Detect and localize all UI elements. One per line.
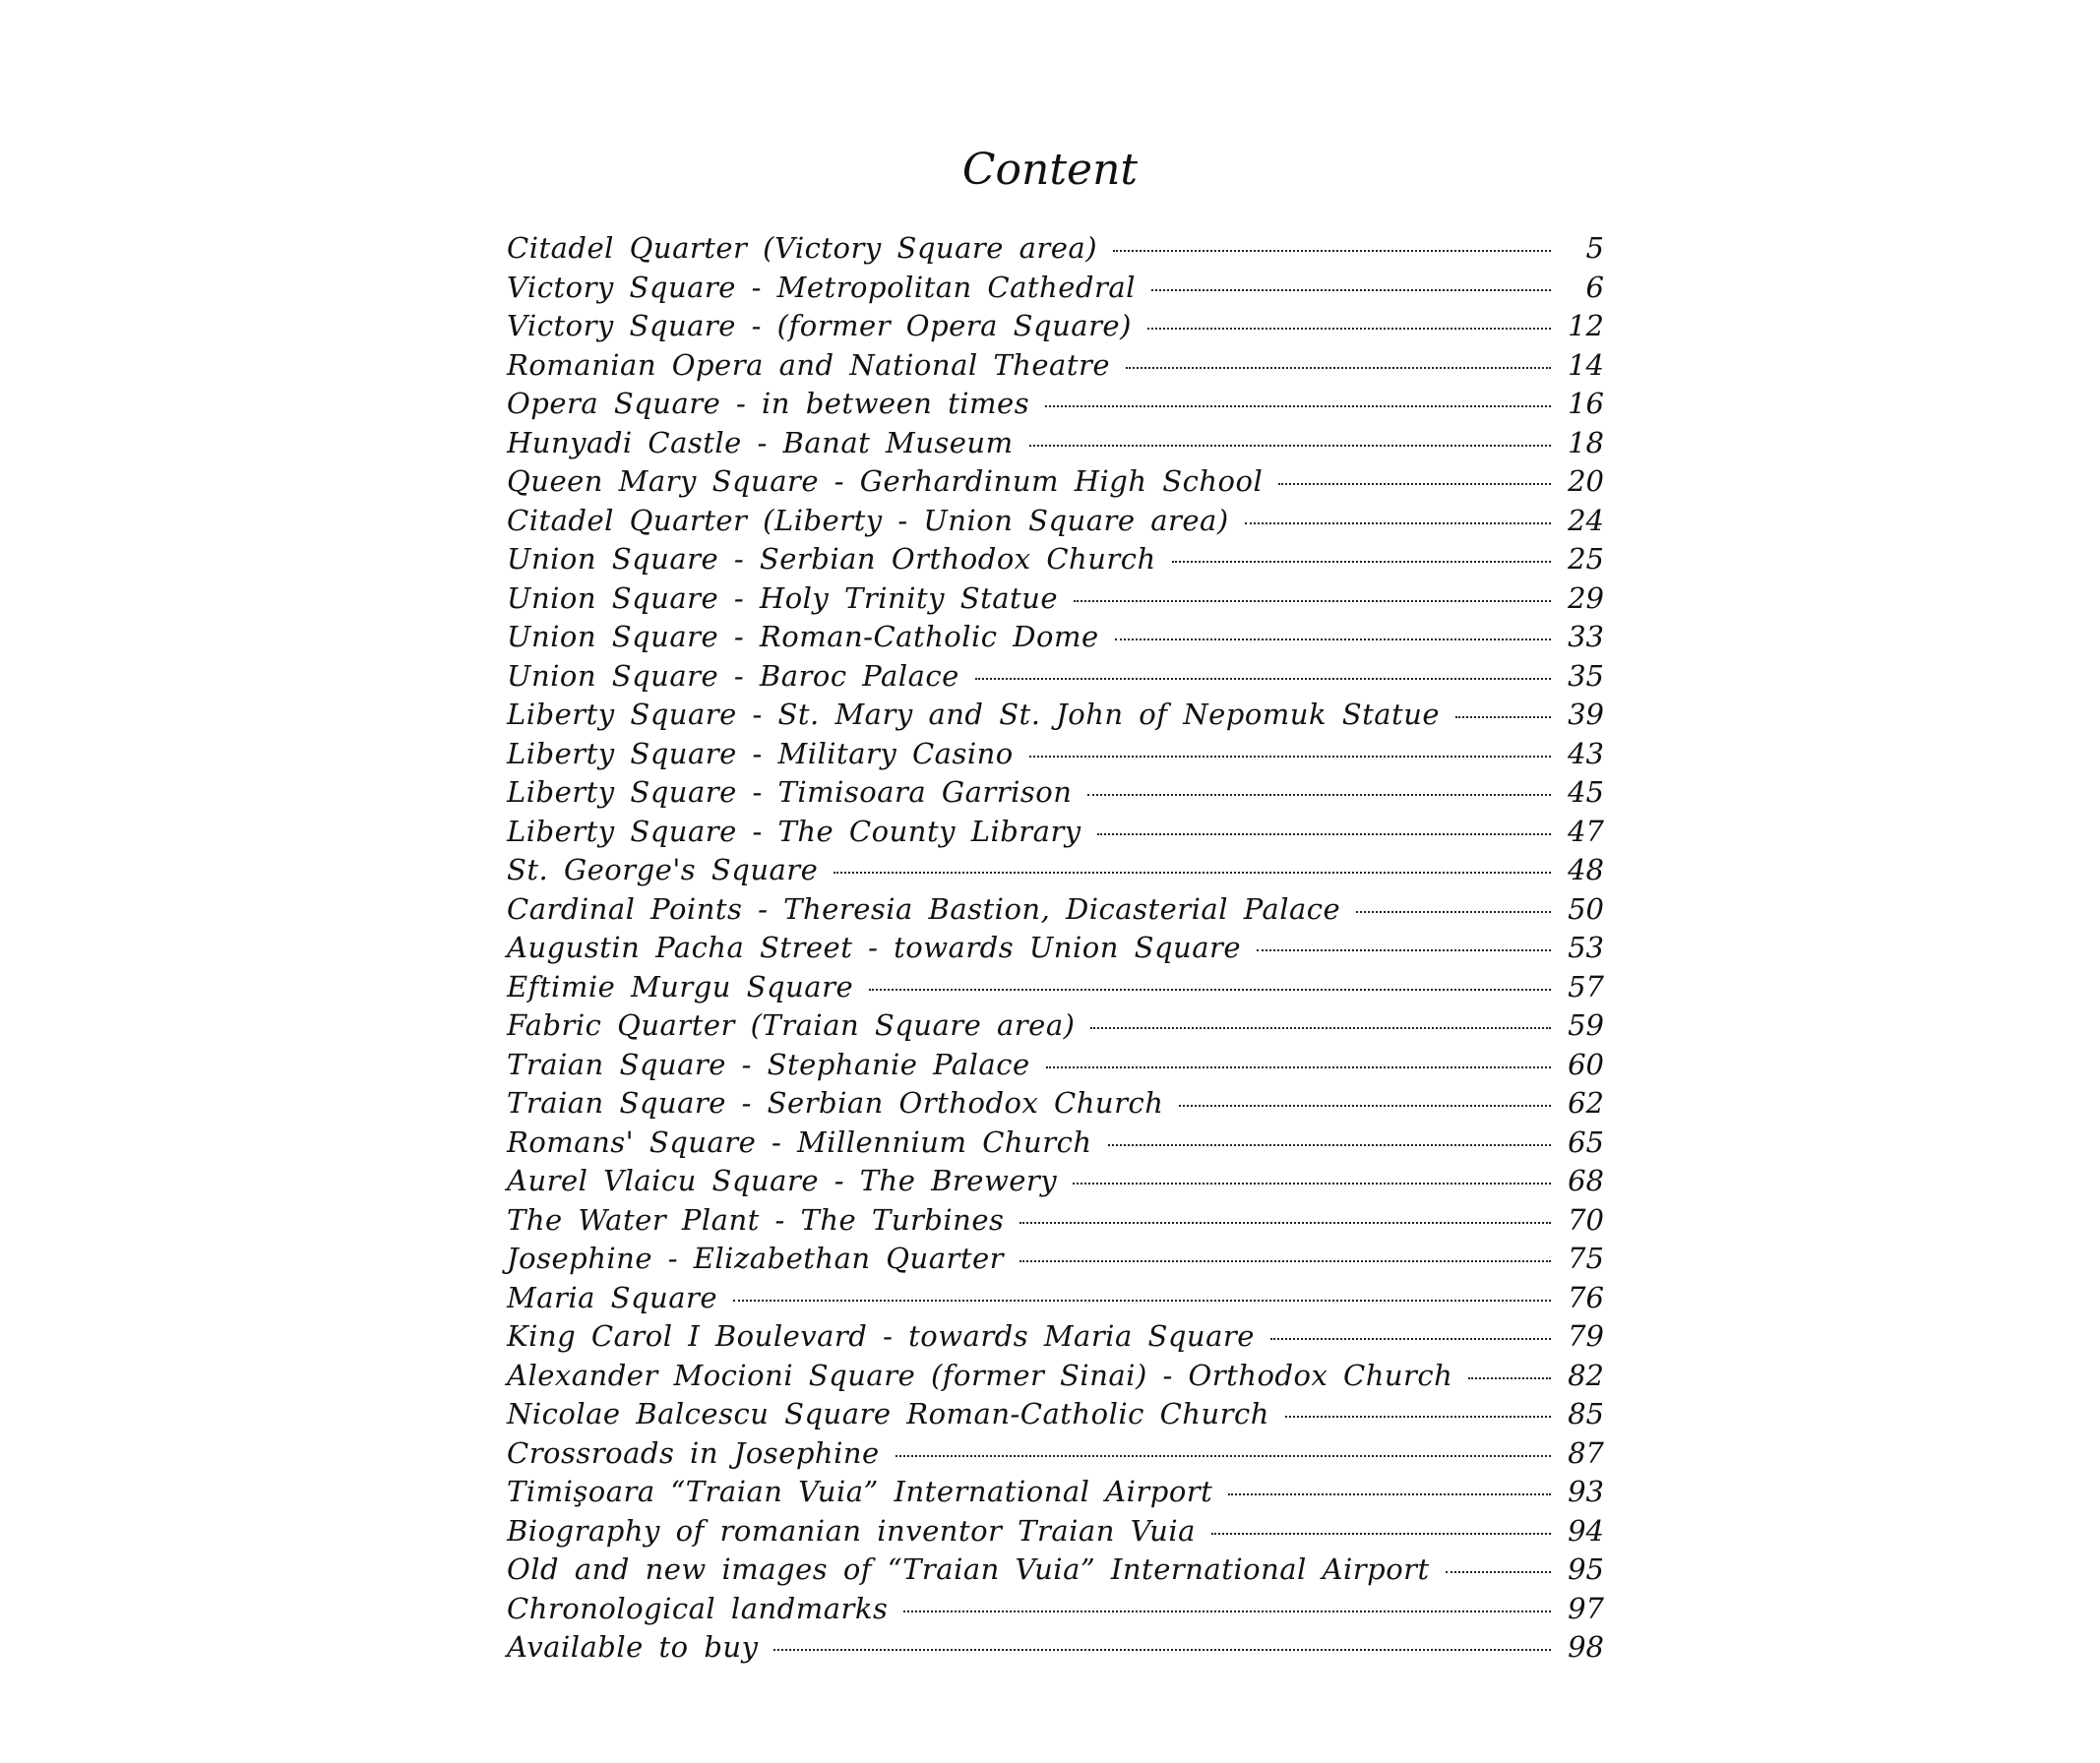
toc-entry-page-number: 79	[1568, 1319, 1604, 1353]
toc-entry-page-number: 12	[1568, 309, 1604, 342]
toc-entry-title: King Carol I Boulevard - towards Maria Square	[507, 1319, 1255, 1353]
toc-entry-page-number: 16	[1568, 387, 1604, 420]
toc-entry-page-number: 6	[1585, 270, 1604, 304]
toc-entry-page-number: 53	[1568, 931, 1604, 964]
toc-entry-page-number: 35	[1568, 658, 1604, 693]
toc-entry	[507, 737, 1604, 776]
toc-entry-page-number: 75	[1568, 1242, 1604, 1275]
toc-entry-page-number: 82	[1568, 1358, 1604, 1392]
table-of-contents	[507, 231, 1604, 1670]
toc-entry	[507, 1514, 1604, 1553]
dot-leader	[903, 1611, 1551, 1612]
dot-leader	[1179, 1105, 1551, 1107]
toc-entry-title: Available to buy	[507, 1630, 759, 1664]
dot-leader	[1455, 716, 1551, 718]
toc-entry-title: Liberty Square - Timisoara Garrison	[507, 775, 1073, 809]
dot-leader	[1097, 833, 1551, 835]
toc-entry	[507, 1281, 1604, 1320]
toc-entry	[507, 1592, 1604, 1631]
toc-entry	[507, 775, 1604, 815]
toc-entry-page-number: 87	[1568, 1435, 1604, 1470]
toc-entry-title: Traian Square - Stephanie Palace	[507, 1047, 1030, 1081]
dot-leader	[1270, 1338, 1551, 1340]
toc-entry-page-number: 20	[1568, 464, 1604, 498]
toc-entry-title: Union Square - Roman-Catholic Dome	[507, 620, 1099, 653]
dot-leader	[1046, 1066, 1551, 1068]
toc-entry-title: Union Square - Holy Trinity Statue	[507, 580, 1059, 615]
toc-entry	[507, 659, 1604, 699]
dot-leader	[1029, 445, 1551, 447]
toc-entry-page-number: 95	[1568, 1552, 1604, 1586]
toc-entry-title: Eftimie Murgu Square	[507, 969, 854, 1003]
dot-leader	[1468, 1377, 1551, 1379]
toc-entry-title: St. George's Square	[507, 853, 819, 886]
toc-entry	[507, 1359, 1604, 1398]
toc-entry-title: Biography of romanian inventor Traian Vuia	[507, 1513, 1196, 1548]
toc-entry-title: Old and new images of “Traian Vuia” International Airport	[507, 1552, 1430, 1586]
dot-leader	[1115, 638, 1551, 640]
toc-entry	[507, 348, 1604, 388]
toc-entry-page-number: 94	[1568, 1513, 1604, 1548]
toc-entry-page-number: 33	[1568, 620, 1604, 653]
toc-entry	[507, 504, 1604, 543]
toc-entry-page-number: 5	[1585, 231, 1604, 265]
toc-entry-page-number: 47	[1568, 814, 1604, 848]
dot-leader	[1090, 1027, 1551, 1029]
toc-entry-title: Liberty Square - St. Mary and St. John of Nepomuk Statue	[507, 698, 1441, 731]
toc-entry-page-number: 24	[1568, 503, 1604, 537]
toc-entry	[507, 1086, 1604, 1125]
toc-entry-title: Union Square - Serbian Orthodox Church	[507, 542, 1156, 576]
dot-leader	[1446, 1571, 1551, 1573]
dot-leader	[896, 1455, 1551, 1457]
dot-leader	[733, 1300, 1551, 1302]
toc-entry-page-number: 62	[1568, 1086, 1604, 1120]
toc-entry-page-number: 45	[1568, 775, 1604, 809]
dot-leader	[1073, 1183, 1551, 1185]
toc-entry-page-number: 60	[1568, 1047, 1604, 1081]
toc-entry-page-number: 70	[1568, 1202, 1604, 1237]
dot-leader	[1113, 250, 1551, 252]
toc-entry-title: Josephine - Elizabethan Quarter	[507, 1242, 1005, 1275]
toc-entry	[507, 1164, 1604, 1203]
toc-entry	[507, 309, 1604, 348]
toc-entry-title: The Water Plant - The Turbines	[507, 1202, 1005, 1237]
toc-entry	[507, 1048, 1604, 1087]
toc-entry	[507, 1630, 1604, 1670]
dot-leader	[1257, 949, 1551, 951]
dot-leader	[1278, 483, 1551, 485]
toc-entry-title: Aurel Vlaicu Square - The Brewery	[507, 1164, 1058, 1197]
toc-entry	[507, 1436, 1604, 1476]
toc-entry	[507, 815, 1604, 854]
toc-entry-page-number: 50	[1568, 891, 1604, 926]
toc-entry-page-number: 43	[1568, 736, 1604, 770]
toc-entry-page-number: 65	[1568, 1125, 1604, 1159]
toc-entry-title: Victory Square - Metropolitan Cathedral	[507, 270, 1136, 304]
toc-entry-page-number: 97	[1568, 1591, 1604, 1625]
toc-entry-title: Hunyadi Castle - Banat Museum	[507, 425, 1014, 459]
toc-entry-page-number: 59	[1568, 1008, 1604, 1042]
toc-entry-page-number: 57	[1568, 969, 1604, 1003]
toc-entry	[507, 542, 1604, 581]
dot-leader	[1285, 1416, 1551, 1418]
toc-entry-page-number: 48	[1568, 853, 1604, 886]
toc-entry	[507, 970, 1604, 1009]
toc-entry-page-number: 85	[1568, 1397, 1604, 1430]
toc-entry-title: Citadel Quarter (Victory Square area)	[507, 231, 1098, 265]
toc-entry-title: Liberty Square - The County Library	[507, 814, 1081, 848]
toc-entry	[507, 426, 1604, 465]
toc-entry-page-number: 14	[1568, 347, 1604, 382]
toc-entry	[507, 1397, 1604, 1436]
toc-entry	[507, 620, 1604, 659]
toc-entry-page-number: 98	[1568, 1630, 1604, 1664]
toc-entry-title: Citadel Quarter (Liberty - Union Square area)	[507, 503, 1229, 537]
toc-entry-title: Romanian Opera and National Theatre	[507, 347, 1111, 382]
dot-leader	[1356, 911, 1551, 913]
dot-leader	[1019, 1222, 1551, 1224]
toc-entry-title: Fabric Quarter (Traian Square area)	[507, 1008, 1076, 1042]
toc-entry-title: Opera Square - in between times	[507, 387, 1030, 420]
dot-leader	[1151, 289, 1551, 291]
toc-entry-title: Crossroads in Josephine	[507, 1435, 880, 1470]
dot-leader	[1074, 600, 1551, 602]
toc-entry	[507, 231, 1604, 271]
toc-entry	[507, 271, 1604, 310]
page-title: Content	[961, 145, 1139, 195]
toc-entry	[507, 1319, 1604, 1359]
dot-leader	[975, 678, 1551, 680]
toc-entry	[507, 1475, 1604, 1514]
toc-entry	[507, 698, 1604, 737]
toc-entry	[507, 387, 1604, 426]
toc-entry	[507, 1008, 1604, 1048]
toc-entry-title: Liberty Square - Military Casino	[507, 736, 1014, 770]
toc-entry-title: Maria Square	[507, 1280, 718, 1314]
dot-leader	[1029, 756, 1551, 758]
toc-entry	[507, 1552, 1604, 1592]
toc-entry-title: Traian Square - Serbian Orthodox Church	[507, 1086, 1164, 1120]
toc-entry	[507, 853, 1604, 892]
dot-leader	[1045, 405, 1551, 407]
toc-entry-title: Union Square - Baroc Palace	[507, 658, 959, 693]
toc-entry	[507, 1242, 1604, 1281]
toc-entry-page-number: 39	[1568, 698, 1604, 731]
toc-entry	[507, 1203, 1604, 1243]
toc-entry	[507, 892, 1604, 932]
toc-entry-title: Cardinal Points - Theresia Bastion, Dicasterial Palace	[507, 891, 1341, 926]
toc-entry	[507, 931, 1604, 970]
toc-entry-title: Romans' Square - Millennium Church	[507, 1125, 1092, 1159]
toc-entry-page-number: 29	[1568, 580, 1604, 615]
toc-entry-title: Timişoara “Traian Vuia” International Airport	[507, 1475, 1213, 1508]
toc-entry-page-number: 25	[1568, 542, 1604, 576]
dot-leader	[834, 872, 1551, 874]
toc-entry	[507, 1125, 1604, 1165]
toc-entry-page-number: 76	[1568, 1280, 1604, 1314]
dot-leader	[1108, 1144, 1551, 1146]
toc-entry	[507, 464, 1604, 504]
toc-entry	[507, 581, 1604, 621]
toc-entry-page-number: 68	[1568, 1164, 1604, 1197]
dot-leader	[1147, 328, 1551, 330]
dot-leader	[869, 989, 1551, 991]
dot-leader	[773, 1649, 1551, 1651]
dot-leader	[1211, 1533, 1551, 1535]
toc-entry-title: Queen Mary Square - Gerhardinum High School	[507, 464, 1264, 498]
dot-leader	[1126, 367, 1551, 369]
toc-entry-title: Alexander Mocioni Square (former Sinai) - Orthodox Church	[507, 1358, 1453, 1392]
dot-leader	[1087, 794, 1551, 796]
toc-entry-page-number: 93	[1568, 1475, 1604, 1508]
toc-entry-title: Nicolae Balcescu Square Roman-Catholic Church	[507, 1397, 1269, 1430]
toc-entry-title: Augustin Pacha Street - towards Union Square	[507, 931, 1242, 964]
toc-entry-page-number: 18	[1568, 425, 1604, 459]
toc-entry-title: Chronological landmarks	[507, 1591, 889, 1625]
toc-entry-title: Victory Square - (former Opera Square)	[507, 309, 1132, 342]
dot-leader	[1172, 561, 1551, 563]
dot-leader	[1228, 1493, 1551, 1495]
dot-leader	[1245, 522, 1551, 524]
dot-leader	[1019, 1260, 1551, 1262]
